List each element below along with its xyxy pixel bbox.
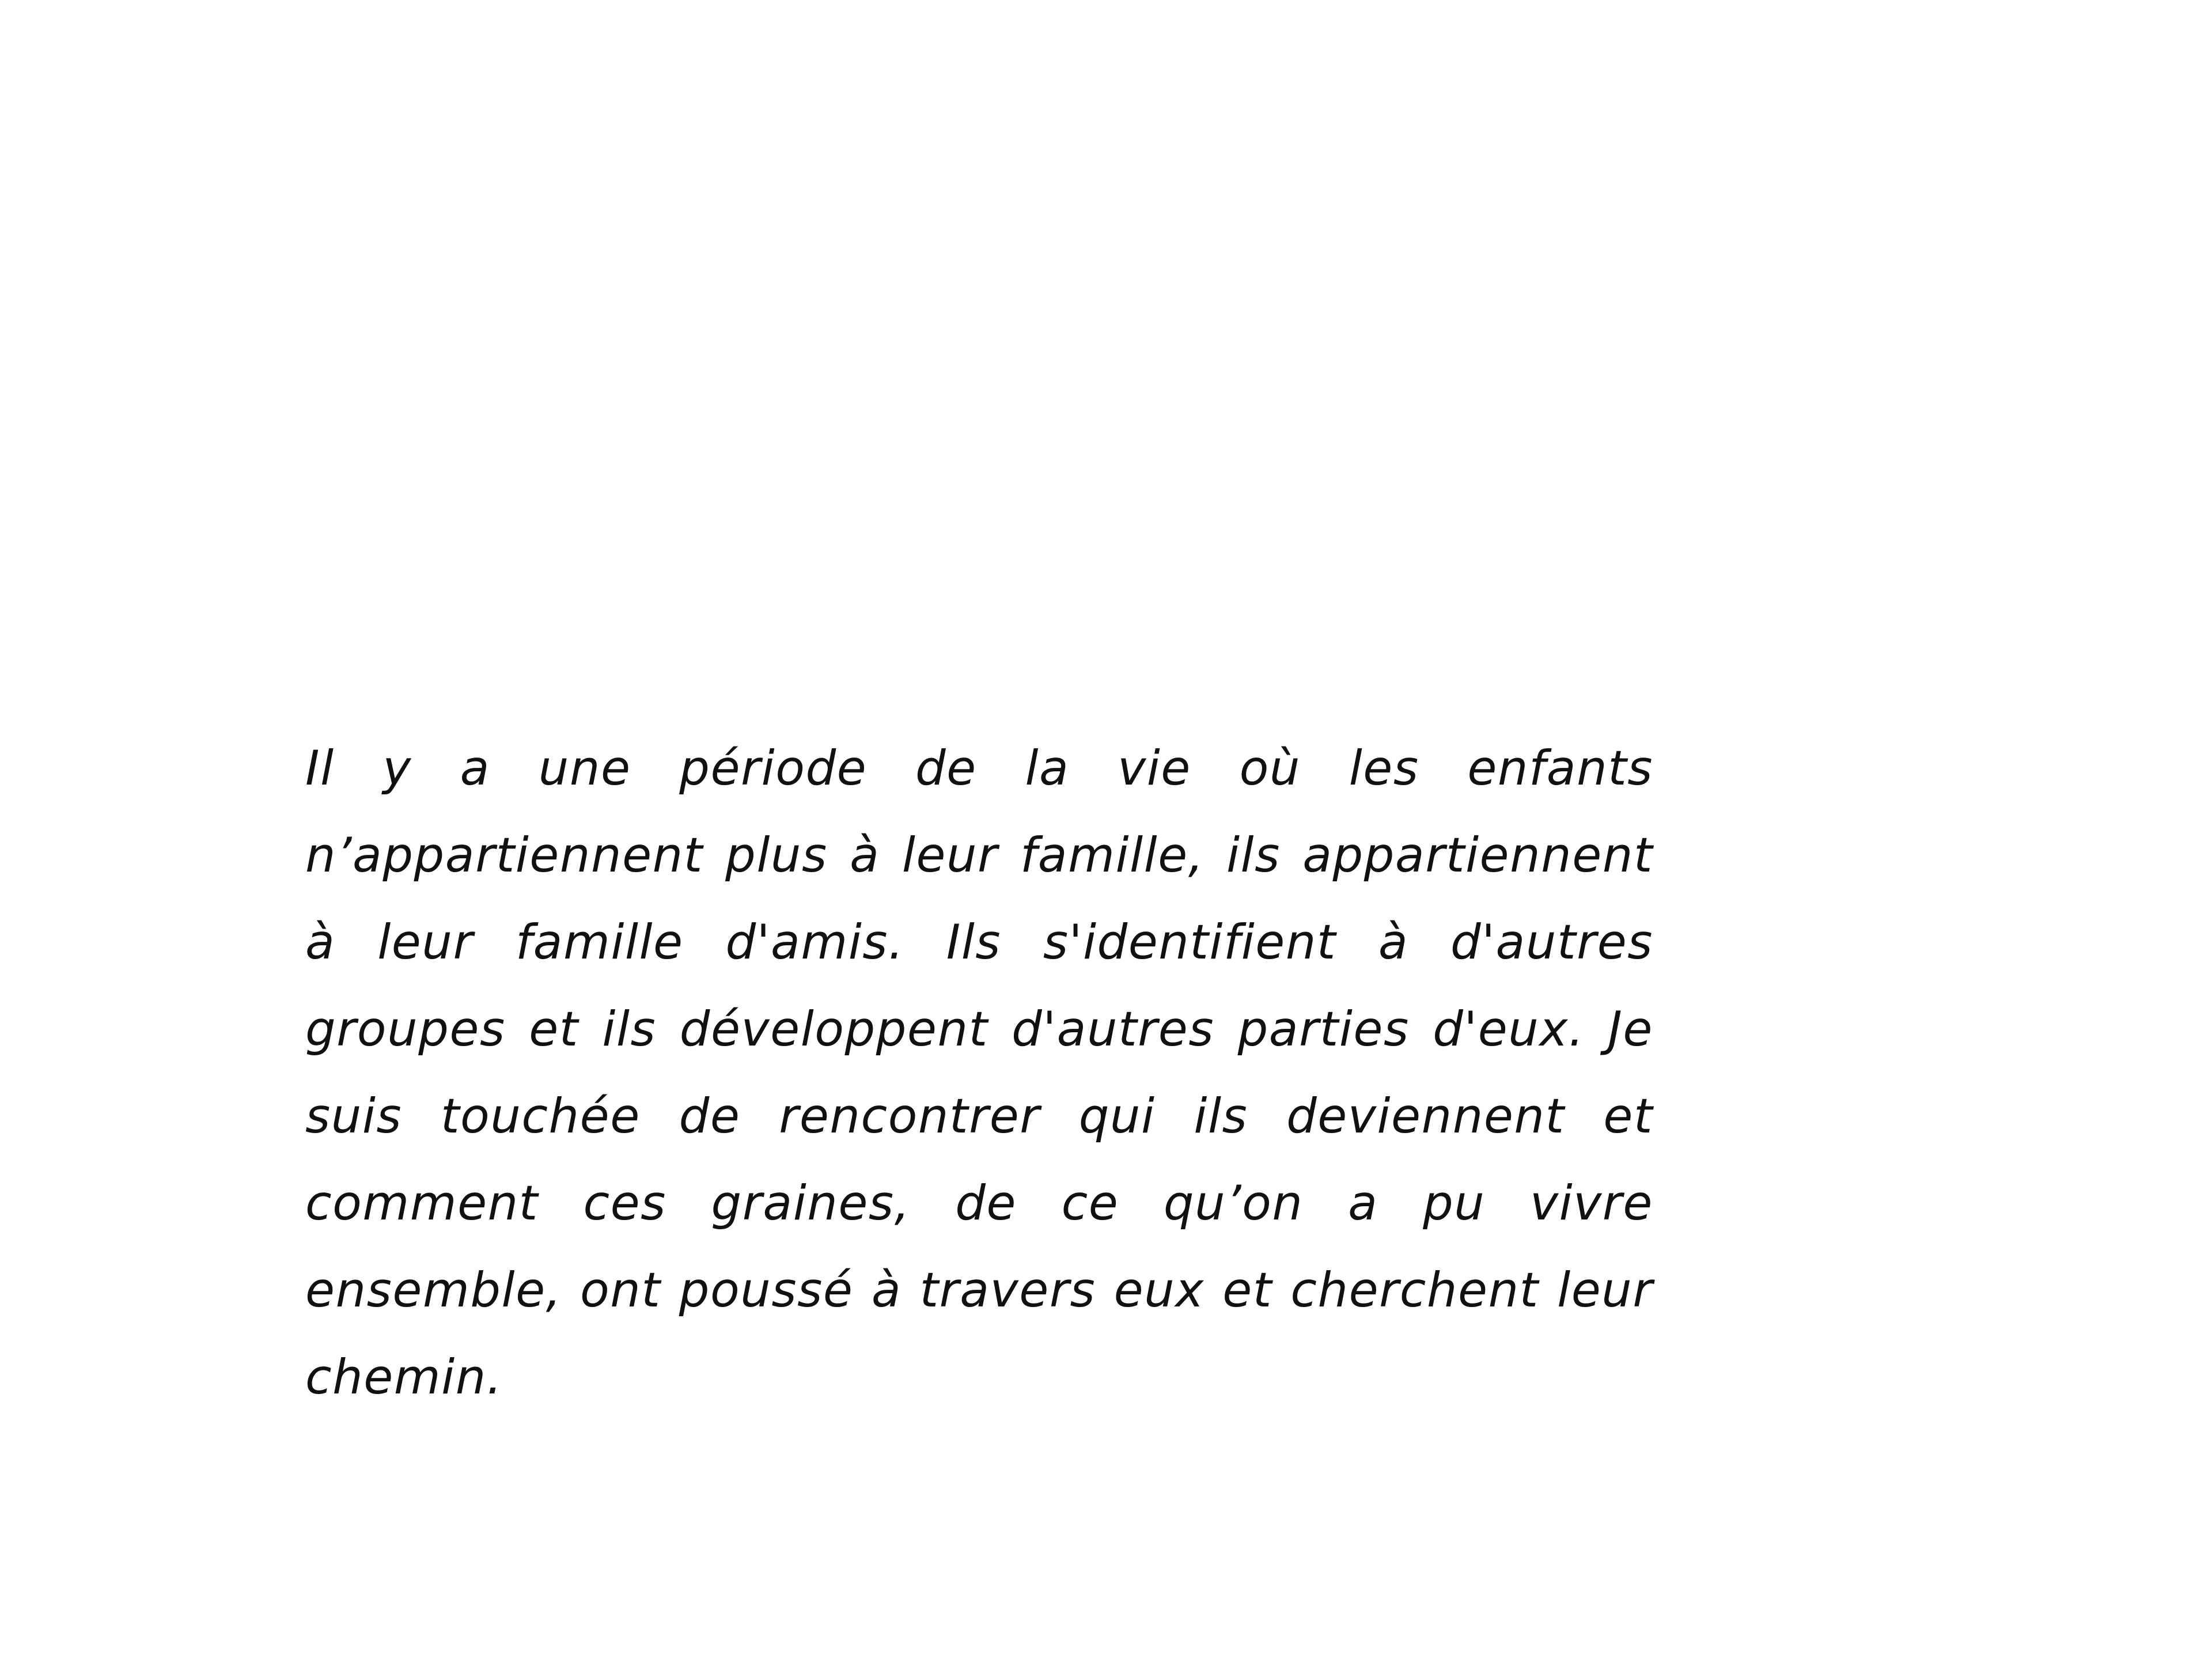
body-paragraph bbox=[305, 725, 1653, 1421]
paragraph-line: n’appartiennent plus à leur famille, ils appartiennent bbox=[305, 827, 1653, 883]
paragraph-line: chemin. bbox=[305, 1349, 503, 1405]
paragraph-line: à leur famille d'amis. Ils s'identifient à d'autres bbox=[305, 914, 1653, 970]
paragraph-line: groupes et ils développent d'autres parties d'eux. Je bbox=[305, 1001, 1653, 1057]
paragraph-line: ensemble, ont poussé à travers eux et cherchent leur bbox=[305, 1262, 1653, 1318]
paragraph-line: comment ces graines, de ce qu’on a pu vivre bbox=[305, 1175, 1653, 1231]
paragraph-line: Il y a une période de la vie où les enfants bbox=[305, 740, 1653, 796]
paragraph-line: suis touchée de rencontrer qui ils deviennent et bbox=[305, 1088, 1653, 1144]
